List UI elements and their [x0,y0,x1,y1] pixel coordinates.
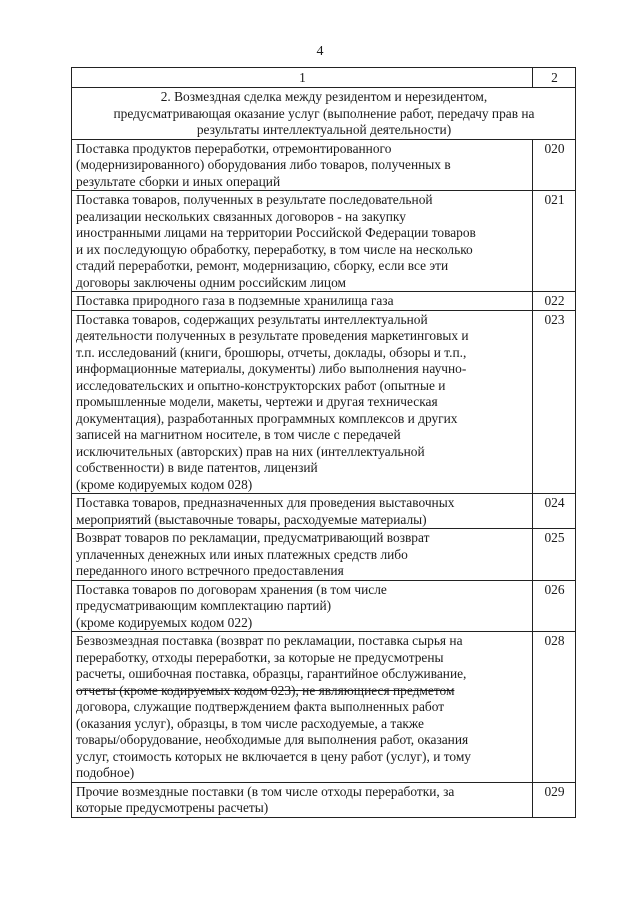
codes-table [71,67,576,818]
row-code: 023 [533,310,576,494]
row-description: Возврат товаров по рекламации, предусматривающий возврат уплаченных денежных или иных платежных средств либо переданного иного встречного предоставления [72,529,533,581]
table-row [72,529,576,581]
row-code: 025 [533,529,576,581]
row-description: Поставка товаров, содержащих результаты интеллектуальной деятельности полученных в результате проведения маркетинговых и т.п. исследований (книги, брошюры, отчеты, доклады, обзоры и т.п., информационные материалы, документы) либо выполнения научно- исследовательских и опытно-конструкторских работ (опытные и промышленные модели, макеты, чертежи и другая техническая документация), разработанных программных комплексов и других записей на магнитном носителе, в том числе с передачей исключительных (авторских) прав на них (интеллектуальной собственности) в виде патентов, лицензий (кроме кодируемых кодом 028) [72,310,533,494]
table-header-row [72,68,576,88]
row-description: Прочие возмездные поставки (в том числе отходы переработки, за которые предусмотрены расчеты) [72,782,533,817]
row-description: Поставка товаров по договорам хранения (в том числе предусматривающим комплектацию партий) (кроме кодируемых кодом 022) [72,580,533,632]
table-row [72,580,576,632]
row-description-part: Безвозмездная поставка (возврат по рекламации, поставка сырья на переработку, отходы переработки, за которые не предусмотрены расчеты, ошибочная поставка, образцы, гарантийное обслуживание, [76,633,467,681]
column-header-1: 1 [72,68,533,88]
row-code: 026 [533,580,576,632]
table-row [72,139,576,191]
row-description-part: договора, служащие подтверждением факта выполненных работ (оказания услуг), образцы, в том числе расходуемые, а также товары/оборудование, необходимые для выполнения работ, оказания услуг, стоимость которых не включается в цену работ (услуг), и тому подобное) [76,699,472,780]
table-row [72,191,576,292]
row-code: 022 [533,292,576,311]
row-description: Поставка товаров, полученных в результате последовательной реализации нескольких связанных договоров - на закупку иностранными лицами на территории Российской Федерации товаров и их последующую обработку, переработку, в том числе на несколько стадий переработки, ремонт, модернизацию, сборку, если все эти договоры заключены одним российским лицом [72,191,533,292]
row-code: 029 [533,782,576,817]
row-code: 021 [533,191,576,292]
row-code: 020 [533,139,576,191]
row-code: 028 [533,632,576,783]
table-row [72,494,576,529]
row-description: Поставка природного газа в подземные хранилища газа [72,292,533,311]
table-row [72,310,576,494]
row-code: 024 [533,494,576,529]
section-title: 2. Возмездная сделка между резидентом и нерезидентом, предусматривающая оказание услуг (выполнение работ, передачу прав на результаты интеллектуальной деятельности) [72,88,576,140]
row-description: Поставка товаров, предназначенных для проведения выставочных мероприятий (выставочные товары, расходуемые материалы) [72,494,533,529]
page-number: 4 [316,44,324,59]
column-header-2: 2 [533,68,576,88]
section-title-row [72,88,576,140]
table-row [72,292,576,311]
table-row [72,782,576,817]
table-row [72,632,576,783]
row-description: Поставка продуктов переработки, отремонтированного (модернизированного) оборудования либо товаров, полученных в результате сборки и иных операций [72,139,533,191]
struck-out-text: отчеты (кроме кодируемых кодом 023), не являющиеся предметом [76,682,455,698]
row-description [72,632,533,783]
